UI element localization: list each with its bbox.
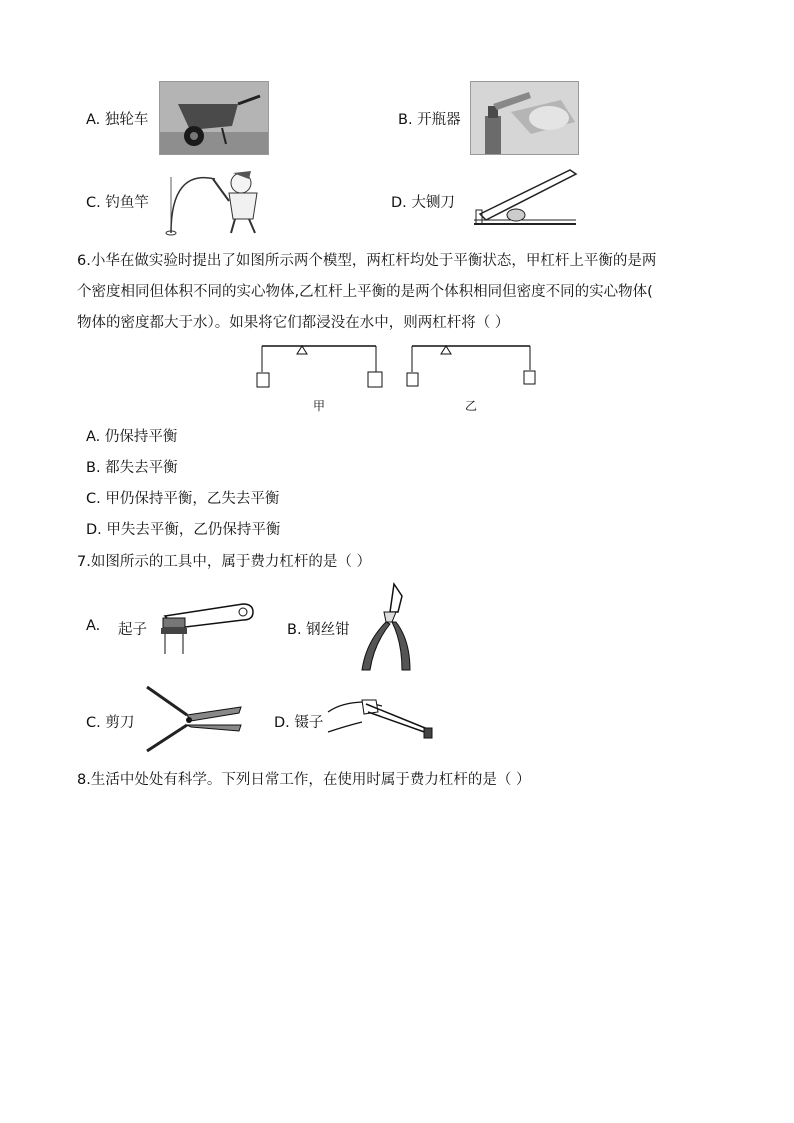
figure-label-yi: 乙 — [465, 399, 478, 413]
wheelbarrow-image — [159, 81, 269, 155]
q7-stem: 7.如图所示的工具中，属于费力杠杆的是（ ） — [77, 554, 371, 570]
q6-option-a: A. 仍保持平衡 — [86, 429, 178, 445]
q5-option-a: A. 独轮车 — [86, 112, 149, 128]
q8-stem: 8.生活中处处有科学。下列日常工作，在使用时属于费力杠杆的是（ ） — [77, 772, 531, 788]
q7-option-b: B. 钢丝钳 — [287, 622, 350, 638]
lever-diagram-jia — [254, 342, 384, 390]
pliers-drawing — [356, 582, 416, 674]
fishing-rod-image — [163, 163, 263, 235]
q5-option-c: C. 钓鱼竿 — [86, 195, 149, 211]
q7-option-a-letter: A. — [86, 618, 101, 634]
q5-option-d: D. 大铡刀 — [391, 195, 455, 211]
q6-option-b: B. 都失去平衡 — [86, 460, 178, 476]
bottle-opener-image — [470, 81, 579, 155]
q6-stem-line-2: 个密度相同但体积不同的实心物体,乙杠杆上平衡的是两个体积相同但密度不同的实心物体( — [77, 284, 653, 300]
guillotine-cutter-image — [470, 166, 580, 230]
q7-option-c: C. 剪刀 — [86, 715, 135, 731]
bottle-opener-drawing — [155, 598, 255, 654]
q5-option-b: B. 开瓶器 — [398, 112, 461, 128]
q6-option-c: C. 甲仍保持平衡，乙失去平衡 — [86, 491, 280, 507]
q7-option-a-text: 起子 — [118, 622, 147, 638]
q6-stem-line-3: 物体的密度都大于水）。如果将它们都浸没在水中，则两杠杆将（ ） — [77, 315, 510, 331]
q6-option-d: D. 甲失去平衡，乙仍保持平衡 — [86, 522, 281, 538]
figure-label-jia: 甲 — [313, 399, 326, 413]
q6-stem-line-1: 6.小华在做实验时提出了如图所示两个模型，两杠杆均处于平衡状态，甲杠杆上平衡的是两 — [77, 253, 657, 269]
lever-diagram-yi — [402, 342, 532, 390]
q7-option-d: D. 镊子 — [274, 715, 324, 731]
shears-drawing — [143, 685, 243, 755]
tweezers-drawing — [326, 692, 436, 744]
